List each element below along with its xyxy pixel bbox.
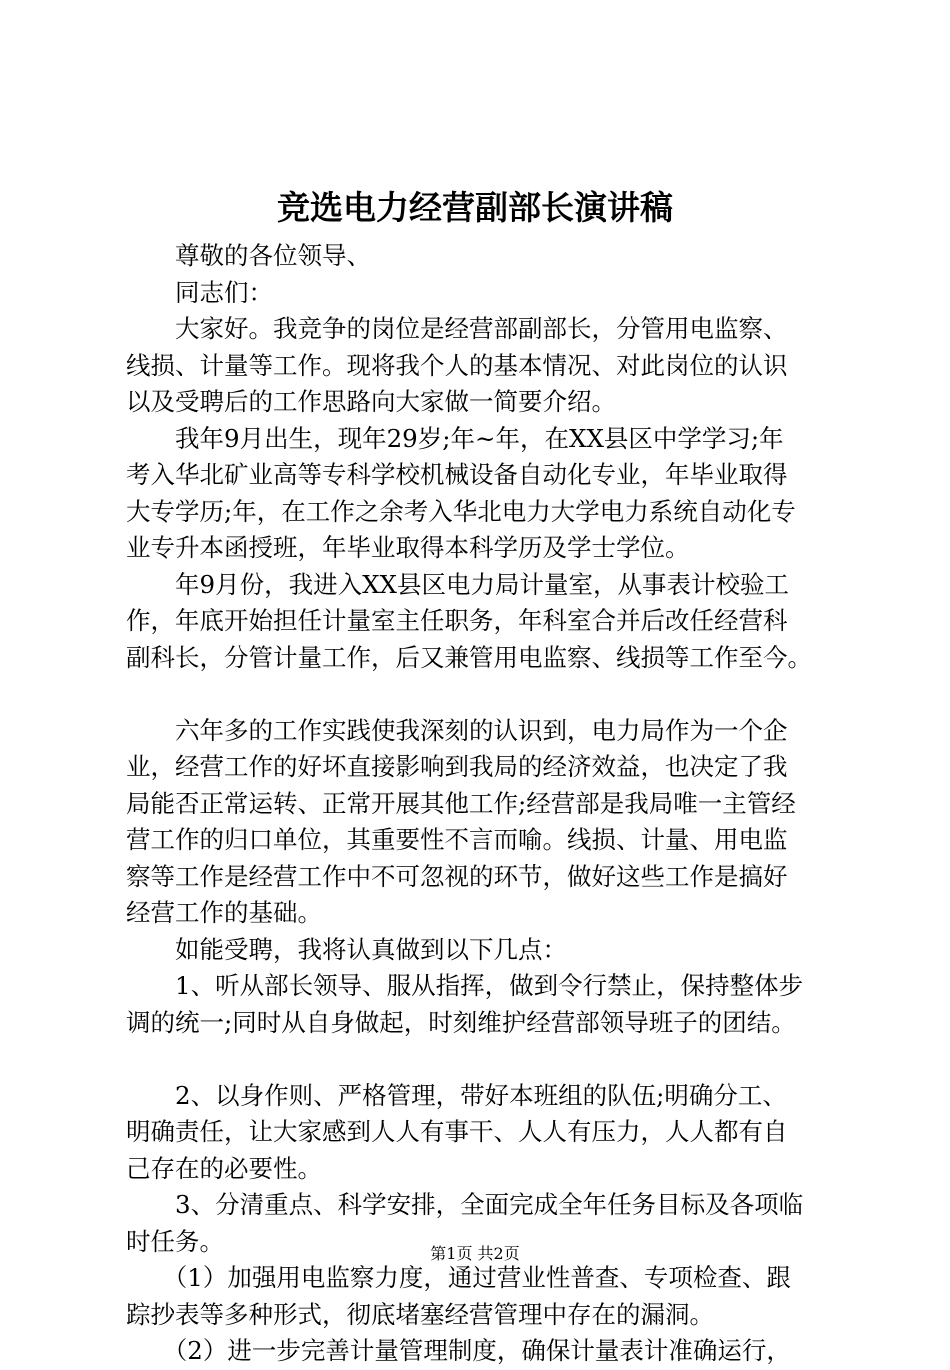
text-line: 如能受聘，我将认真做到以下几点： bbox=[126, 934, 567, 964]
text-line: 年9月份，我进入XX县区电力局计量室，从事表计校验工 bbox=[126, 569, 789, 599]
text-line: 作，年底开始担任计量室主任职务，年科室合并后改任经营科 bbox=[126, 606, 788, 635]
text-line: 察等工作是经营工作中不可忽视的环节，做好这些工作是搞好 bbox=[126, 861, 788, 891]
text-line: 经营工作的基础。 bbox=[126, 898, 322, 927]
text-line: 考入华北矿业高等专科学校机械设备自动化专业，年毕业取得 bbox=[126, 460, 788, 489]
text-line: 时任务。 bbox=[126, 1226, 224, 1256]
text-line: 营工作的归口单位，其重要性不言而喻。线损、计量、用电监 bbox=[126, 825, 788, 854]
text-line: 尊敬的各位领导、 bbox=[126, 241, 371, 270]
text-line: 六年多的工作实践使我深刻的认识到，电力局作为一个企 bbox=[126, 715, 788, 745]
text-line: 1、听从部长领导、服从指挥，做到令行禁止，保持整体步 bbox=[126, 971, 804, 1000]
text-line: 副科长，分管计量工作，后又兼管用电监察、线损等工作至今。 bbox=[126, 642, 812, 672]
blank-line bbox=[126, 676, 836, 713]
text-line: （1）加强用电监察力度，通过营业性普查、专项检查、跟 bbox=[126, 1263, 791, 1292]
text-line: 大专学历;年，在工作之余考入华北电力大学电力系统自动化专 bbox=[126, 496, 796, 526]
blank-line bbox=[126, 1041, 836, 1078]
text-line: 踪抄表等多种形式，彻底堵塞经营管理中存在的漏洞。 bbox=[126, 1299, 714, 1329]
text-line: 以及受聘后的工作思路向大家做一简要介绍。 bbox=[126, 387, 616, 416]
text-line: 2、以身作则、严格管理，带好本班组的队伍;明确分工、 bbox=[126, 1080, 787, 1110]
text-line: 大家好。我竞争的岗位是经营部副部长，分管用电监察、 bbox=[126, 314, 788, 343]
text-line: （2）进一步完善计量管理制度，确保计量表计准确运行， bbox=[126, 1336, 791, 1365]
text-line: 业专升本函授班，年毕业取得本科学历及学士学位。 bbox=[126, 533, 690, 562]
document-title: 竞选电力经营副部长演讲稿 bbox=[277, 188, 673, 227]
text-line: 3、分清重点、科学安排，全面完成全年任务目标及各项临 bbox=[126, 1190, 804, 1219]
text-line: 业，经营工作的好坏直接影响到我局的经济效益，也决定了我 bbox=[126, 752, 788, 781]
text-line: 调的统一;同时从自身做起，时刻维护经营部领导班子的团结。 bbox=[126, 1007, 796, 1037]
text-line: 己存在的必要性。 bbox=[126, 1153, 322, 1183]
text-line: 局能否正常运转、正常开展其他工作;经营部是我局唯一主管经 bbox=[126, 788, 796, 818]
text-line: 我年9月出生，现年29岁;年~年，在XX县区中学学习;年 bbox=[126, 423, 784, 453]
text-line: 线损、计量等工作。现将我个人的基本情况、对此岗位的认识 bbox=[126, 350, 788, 380]
page-footer: 第1页 共2页 bbox=[430, 1244, 520, 1263]
text-line: 明确责任，让大家感到人人有事干、人人有压力，人人都有自 bbox=[126, 1117, 788, 1146]
text-line: 同志们： bbox=[126, 277, 273, 307]
document-body bbox=[126, 238, 836, 1370]
